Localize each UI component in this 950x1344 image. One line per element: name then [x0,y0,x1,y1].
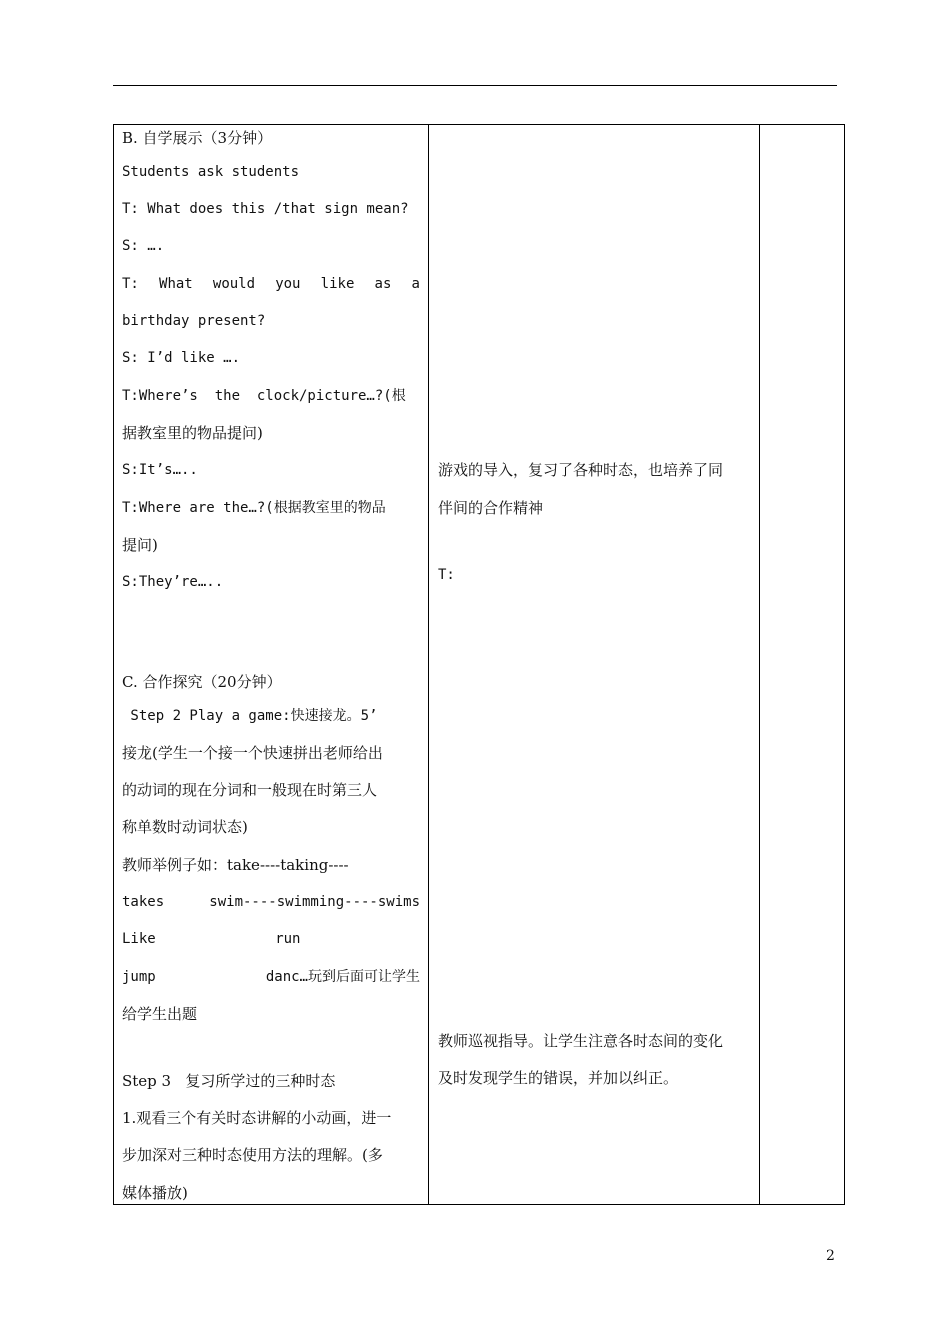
procedure-line: S: I’d like …. [122,350,241,366]
word: danc…玩到后面可让学生 [265,969,420,985]
procedure-line: S:It’s….. [122,462,198,478]
design-note: 及时发现学生的错误，并加以纠正。 [438,1069,679,1087]
procedure-line: birthday present? [122,313,266,329]
page-number: 2 [826,1248,835,1264]
design-note: 伴间的合作精神 [438,499,544,517]
section-b-heading: B. 自学展示（3分钟） [122,129,273,147]
procedure-line: T:Where are the…?(根据教室里的物品 [122,500,386,516]
procedure-line-justified [122,929,420,949]
word: would [212,276,256,292]
procedure-line: 媒体播放) [122,1184,188,1202]
procedure-line: 1.观看三个有关时态讲解的小动画，进一 [122,1109,392,1127]
word: as [374,276,392,292]
procedure-line: 接龙(学生一个接一个快速拼出老师给出 [122,744,383,762]
procedure-line-justified [122,274,420,294]
column-divider-1 [428,124,429,1205]
design-note: 教师巡视指导。让学生注意各时态间的变化 [438,1032,724,1050]
word: jump [122,969,156,985]
word: T: [122,276,139,292]
design-note: 游戏的导入，复习了各种时态，也培养了同 [438,461,724,479]
procedure-line: 称单数时动词状态) [122,818,248,836]
procedure-line-justified [122,892,420,912]
step-3-heading: Step 3 复习所学过的三种时态 [122,1072,336,1090]
procedure-line: 步加深对三种时态使用方法的理解。(多 [122,1146,383,1164]
word: you [275,276,301,292]
section-c-heading: C. 合作探究（20分钟） [122,673,282,691]
procedure-line: S:They’re….. [122,574,224,590]
procedure-line: T: What does this /that sign mean? [122,201,409,217]
word: swim----swimming----swims [209,894,420,910]
procedure-line: 给学生出题 [122,1005,198,1023]
word: What [159,276,193,292]
procedure-line: 教师举例子如：take----taking---- [122,856,349,874]
word: takes [122,894,165,910]
design-note: T: [438,567,455,583]
procedure-line: S: …. [122,238,165,254]
procedure-line-justified [122,967,420,987]
procedure-line: 提问) [122,536,158,554]
word: Like [122,931,156,947]
procedure-line: T:Where’s the clock/picture…?(根 [122,388,406,404]
procedure-line: 的动词的现在分词和一般现在时第三人 [122,781,378,799]
procedure-line: Step 2 Play a game:快速接龙。5’ [122,708,378,724]
procedure-line: 据教室里的物品提问) [122,424,263,442]
word: run [275,931,301,947]
procedure-line: Students ask students [122,164,300,180]
word: a [411,276,420,292]
header-rule [113,85,837,86]
column-divider-2 [759,124,760,1205]
word: like [320,276,355,292]
